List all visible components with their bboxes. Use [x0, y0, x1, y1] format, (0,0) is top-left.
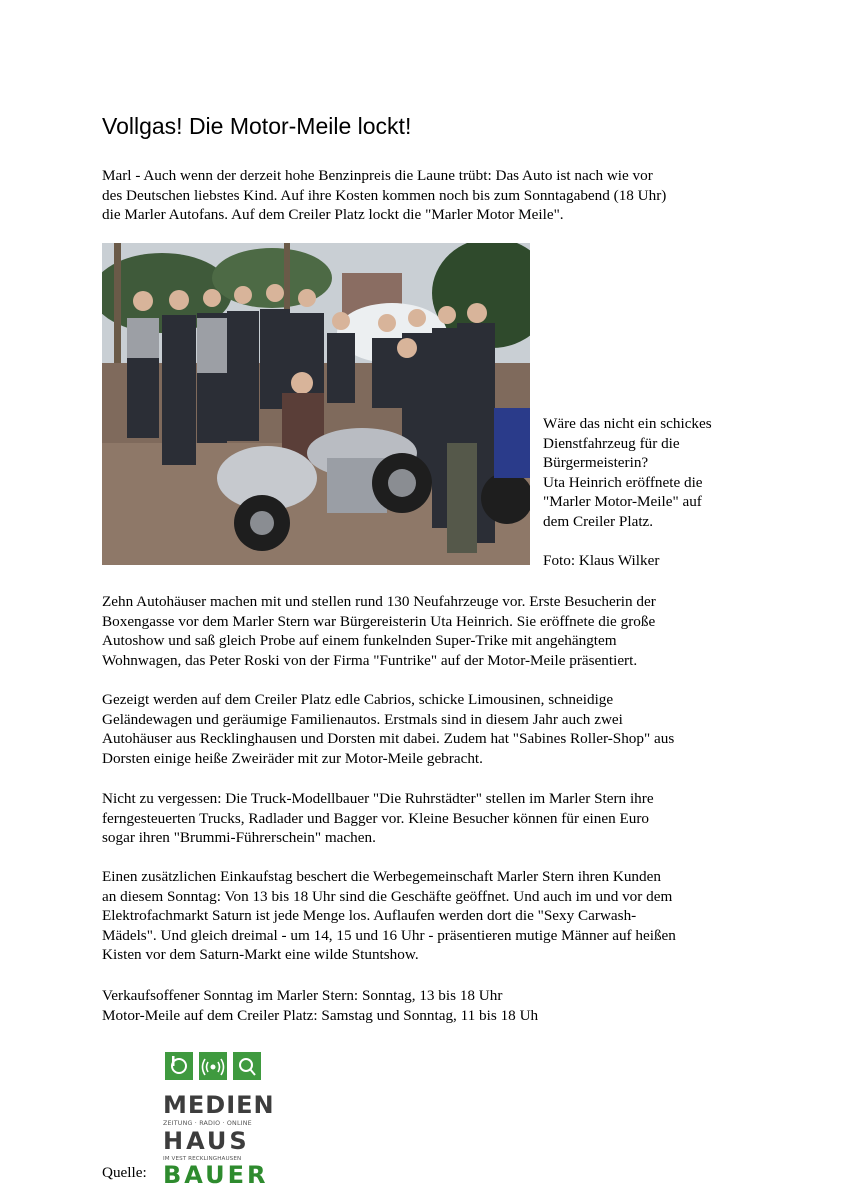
body-line: Motor-Meile auf dem Creiler Platz: Samstag und Sonntag, 11 bis 18 Uh	[102, 1006, 539, 1024]
caption-line	[543, 532, 712, 552]
caption-line: Wäre das nicht ein schickes	[543, 415, 712, 432]
body-line: Einen zusätzlichen Einkaufstag beschert die Werbegemeinschaft Marler Stern ihren Kunden	[102, 868, 661, 885]
intro-line: die Marler Autofans. Auf dem Creiler Platz lockt die "Marler Motor Meile".	[102, 206, 564, 224]
article-photo	[102, 243, 530, 565]
medienhaus-bauer-logo	[163, 1052, 275, 1189]
body-line: ferngesteuerten Trucks, Radlader und Bagger vor. Kleine Besucher können für einen Euro	[102, 809, 650, 827]
body-line: Elektrofachmarkt Saturn ist jede Menge los. Auflaufen werden dort die "Sexy Carwash-	[102, 907, 637, 925]
body-paragraph-3	[102, 789, 762, 848]
logo-tagline: ZEITUNG · RADIO · ONLINE	[163, 1120, 252, 1127]
logo-subtagline: IM VEST RECKLINGHAUSEN	[163, 1156, 242, 1162]
caption-line: Uta Heinrich eröffnete die	[543, 473, 703, 491]
body-line: Gezeigt werden auf dem Creiler Platz edle Cabrios, schicke Limousinen, schneidige	[102, 691, 614, 708]
body-paragraph-5	[102, 986, 762, 1025]
body-line: Kisten vor dem Saturn-Markt eine wilde Stuntshow.	[102, 946, 419, 964]
logo-icon-row	[165, 1052, 261, 1082]
photo-illustration	[102, 243, 530, 565]
intro-line: des Deutschen liebstes Kind. Auf ihre Kosten kommen noch bis zum Sonntagabend (18 Uhr)	[102, 186, 667, 204]
body-line: Dorsten einige heiße Zweiräder mit zur Motor-Meile gebracht.	[102, 749, 483, 767]
article-title: Vollgas! Die Motor-Meile lockt!	[102, 113, 412, 139]
body-line: Boxengasse vor dem Marler Stern war Bürgereisterin Uta Heinrich. Sie eröffnete die große	[102, 612, 656, 630]
caption-line: "Marler Motor-Meile" auf	[543, 493, 702, 511]
logo-word-medien: MEDIEN	[163, 1091, 275, 1119]
caption-line: dem Creiler Platz.	[543, 512, 654, 530]
body-line: Autoshow und saß gleich Probe auf einem funkelnden Super-Trike mit angehängtem	[102, 632, 617, 650]
body-line: sogar ihren "Brummi-Führerschein" machen.	[102, 829, 376, 847]
photo-credit: Foto: Klaus Wilker	[543, 552, 660, 570]
body-line: an diesem Sonntag: Von 13 bis 18 Uhr sind die Geschäfte geöffnet. Und auch im und vor dem	[102, 887, 673, 905]
logo-word-haus: HAUS	[163, 1127, 250, 1155]
photo-caption	[543, 414, 712, 571]
caption-line: Bürgermeisterin?	[543, 454, 649, 472]
body-paragraph-1	[102, 592, 762, 670]
body-line: Verkaufsoffener Sonntag im Marler Stern: Sonntag, 13 bis 18 Uhr	[102, 987, 503, 1004]
body-line: Nicht zu vergessen: Die Truck-Modellbauer "Die Ruhrstädter" stellen im Marler Stern ihre	[102, 790, 654, 807]
online-icon	[233, 1052, 261, 1080]
caption-line: Dienstfahrzeug für die	[543, 434, 680, 452]
body-line: Geländewagen und geräumige Familienautos. Erstmals sind in diesem Jahr auch zwei	[102, 710, 623, 728]
logo-word-bauer: BAUER	[163, 1161, 269, 1189]
source-label: Quelle:	[102, 1164, 147, 1181]
body-line: Mädels". Und gleich dreimal - um 14, 15 und 16 Uhr - präsentieren mutige Männer auf heißen	[102, 926, 676, 944]
newspaper-icon	[165, 1052, 193, 1080]
intro-paragraph	[102, 166, 762, 225]
body-line: Autohäuser aus Recklinghausen und Dorsten mit dabei. Zudem hat "Sabines Roller-Shop" aus	[102, 730, 675, 748]
body-line: Wohnwagen, das Peter Roski von der Firma "Funtrike" auf der Motor-Meile präsentiert.	[102, 651, 638, 669]
body-paragraph-2	[102, 690, 762, 768]
body-line: Zehn Autohäuser machen mit und stellen rund 130 Neufahrzeuge vor. Erste Besucherin der	[102, 593, 656, 610]
intro-line: Marl - Auch wenn der derzeit hohe Benzinpreis die Laune trübt: Das Auto ist nach wie vor	[102, 167, 653, 184]
body-paragraph-4	[102, 867, 762, 965]
